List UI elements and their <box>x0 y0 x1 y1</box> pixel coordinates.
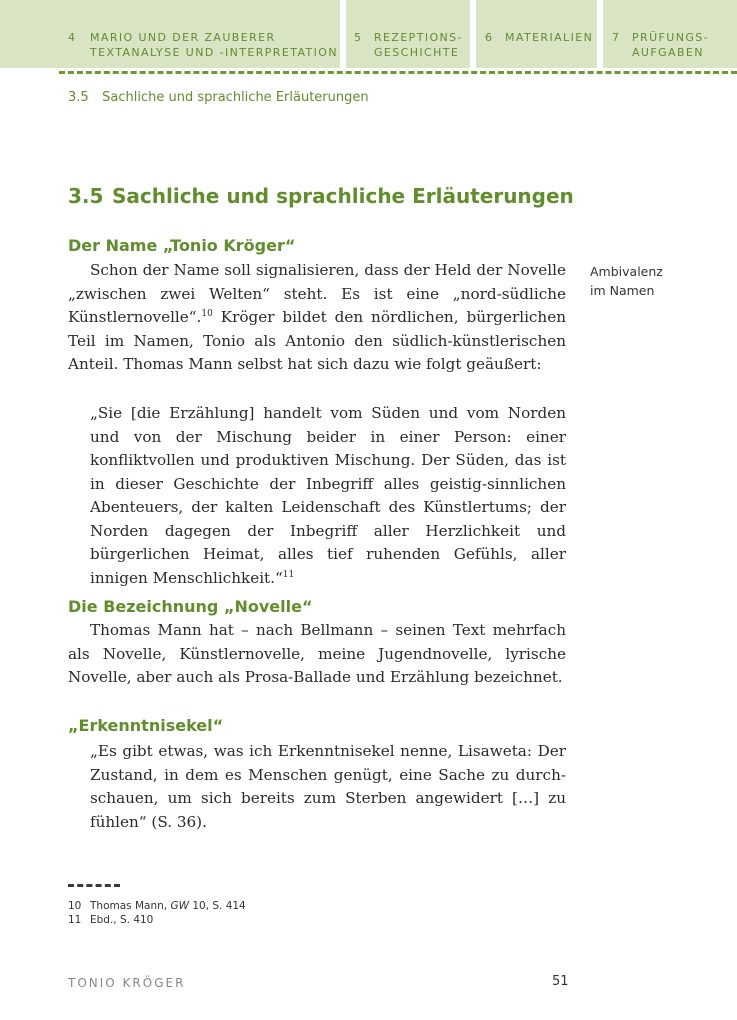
page-number: 51 <box>552 974 569 989</box>
nav-tab-label <box>374 30 463 60</box>
nav-tab-chapter-6[interactable] <box>476 0 597 68</box>
blockquote-mann-text: „Sie [die Erzählung] handelt vom Süden und vom Norden und von der Mischung beider in einer Person: einer konfliktvollen und produktiven Mischung. Der Süden, das ist in dieser Geschichte der Inbegriff alles geistig-sinnlichen Abenteuers, der kalten Leidenschaft des Künstlertums; der Norden dagegen der Inbegriff aller Herzlichkeit und bürgerlichen Heimat, alles tief ruhenden Gefühls, aller innigen Menschlichkeit.“ <box>90 404 566 587</box>
nav-tab-label-line1: REZEPTIONS- <box>374 31 463 44</box>
footnote-text: Ebd., S. 410 <box>90 913 154 926</box>
running-head <box>68 90 369 105</box>
paragraph-novelle-text: Thomas Mann hat – nach Bellmann – seinen Text mehrfach als Novelle, Künstlernovelle, meine Jugendnovelle, lyrische Novelle, aber auch als Prosa-Ballade und Erzählung bezeichnet. <box>68 621 566 686</box>
margin-note-line2: im Namen <box>590 283 655 298</box>
nav-tab-number: 5 <box>354 31 363 44</box>
header-divider <box>59 71 737 74</box>
nav-tab-label-line1: PRÜFUNGS- <box>632 31 710 44</box>
chapter-navigation <box>0 0 737 68</box>
footnote-number: 11 <box>68 913 82 926</box>
blockquote-mann <box>90 402 566 590</box>
subheading-name: Der Name „Tonio Kröger“ <box>68 236 296 255</box>
footnote-11 <box>68 914 246 928</box>
margin-note <box>590 262 720 300</box>
subheading-novelle: Die Bezeichnung „Novelle“ <box>68 597 313 616</box>
nav-tab-number: 7 <box>612 31 621 44</box>
nav-tab-label <box>632 30 709 60</box>
footnote-divider <box>68 884 120 887</box>
section-number: 3.5 <box>68 184 104 208</box>
footnote-text-italic: GW <box>170 900 189 912</box>
nav-tab-chapter-5[interactable] <box>346 0 470 68</box>
nav-tab-label <box>90 30 338 60</box>
footnotes <box>68 900 246 927</box>
footnote-number: 10 <box>68 900 82 912</box>
nav-tab-number: 6 <box>485 31 494 44</box>
running-head-number: 3.5 <box>68 90 89 105</box>
section-heading <box>68 184 574 208</box>
subheading-erkenntnisekel: „Erkenntnisekel“ <box>68 716 224 735</box>
footnote-text-end: 10, S. 414 <box>188 900 246 912</box>
nav-tab-label-line1: MATERIALIEN <box>505 31 594 44</box>
nav-tab-label-line1: MARIO UND DER ZAUBERER <box>90 31 276 44</box>
paragraph-name-text-b: Kröger bildet den nördlichen, bürgerlichen Teil im Namen, Tonio als Antonio den südlich-künstlerischen Anteil. Thomas Mann selbst hat sich dazu wie folgt geäußert: <box>68 308 566 373</box>
nav-tab-chapter-7[interactable] <box>603 0 737 68</box>
footnote-ref-11[interactable]: 11 <box>282 569 295 580</box>
nav-tab-label-line2: TEXTANALYSE UND -INTERPRETATION <box>90 46 338 59</box>
footnote-10 <box>68 900 246 914</box>
blockquote-erkenntnisekel-text: „Es gibt etwas, was ich Erkenntnisekel nenne, Lisaweta: Der Zustand, in dem es Menschen genügt, eine Sache zu durchschauen, um sich bereits zum Sterben angewidert […] zu fühlen“ (S. 36). <box>90 742 566 831</box>
nav-tab-label <box>505 30 593 45</box>
section-title: Sachliche und sprachliche Erläuterungen <box>112 184 574 208</box>
footnote-text: Thomas Mann, <box>90 900 171 912</box>
paragraph-name-text-a: Schon der Name soll signalisieren, dass der Held der Novelle „zwischen zwei Welten“ steht. Es ist eine „nord-südliche Künstlernovelle“. <box>68 261 566 326</box>
blockquote-erkenntnisekel <box>90 740 566 834</box>
running-head-title: Sachliche und sprachliche Erläuterungen <box>102 90 369 105</box>
footer-book-title: TONIO KRÖGER <box>68 976 186 990</box>
nav-tab-label-line2: GESCHICHTE <box>374 46 460 59</box>
paragraph-novelle <box>68 619 566 690</box>
nav-tab-chapter-4[interactable] <box>0 0 340 68</box>
paragraph-name <box>68 259 566 377</box>
nav-tab-number: 4 <box>68 31 77 44</box>
margin-note-line1: Ambivalenz <box>590 264 663 279</box>
footnote-ref-10[interactable]: 10 <box>201 308 213 319</box>
nav-tab-label-line2: AUFGABEN <box>632 46 704 59</box>
